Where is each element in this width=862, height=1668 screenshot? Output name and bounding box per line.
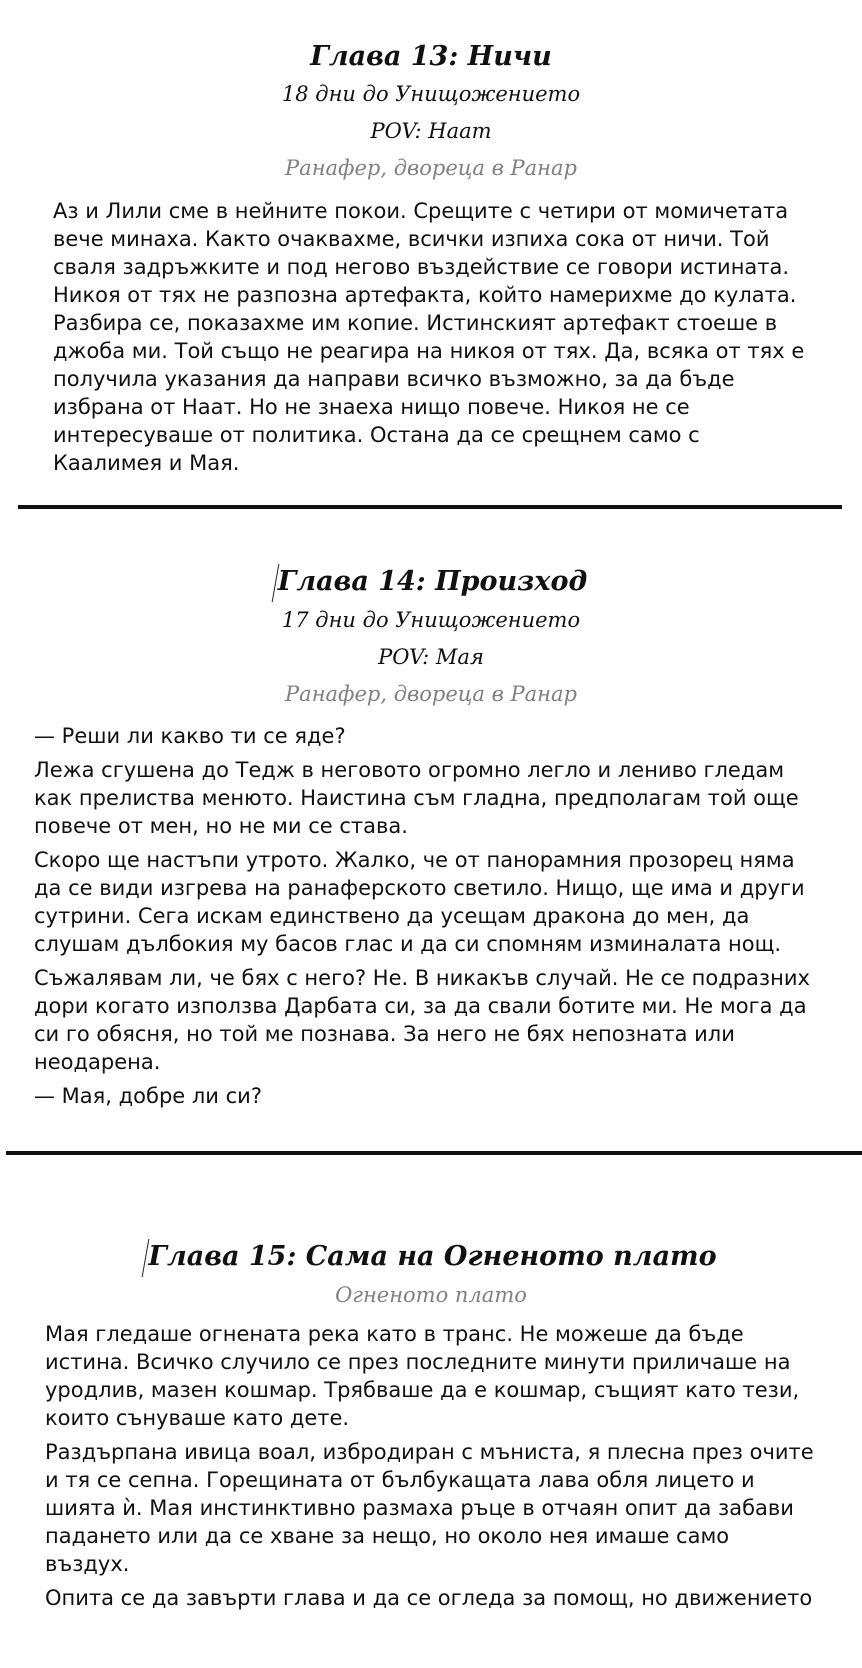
chapter-14-body (34, 722, 824, 1116)
chapter-pov: POV: Мая (378, 644, 484, 669)
paragraph: Лежа сгушена до Тедж в неговото огромно легло и лениво гледам как прелиства менюто. Наистина съм гладна, предполагам той още повече от мен, но не ми се става. (34, 758, 799, 838)
chapter-location: Огненото плато (335, 1282, 527, 1307)
chapter-15-body (45, 1320, 820, 1668)
section-divider (18, 505, 842, 509)
chapter-countdown: 17 дни до Унищожението (281, 607, 581, 632)
chapter-title (0, 1238, 862, 1277)
chapter-15 (0, 1238, 862, 1610)
paragraph: Аз и Лили сме в нейните покои. Срещите с четири от момичетата вече минаха. Както очаквахме, всички изпиха сока от ничи. Той сваля задръжките и под негово въздействие се говори истината. Никоя от тях не разпозна артефакта, който намерихме до кулата. Разбира се, показахме им копие. Истинският артефакт стоеше в джоба ми. Той също не реагира на никоя от тях. Да, всяка от тях е получила указания да направи всичко възможно, за да бъде избрана от Наат. Но не знаеха нищо повече. Никоя не се интересуваше от политика. Остана да се срещнем само с Каалимея и Мая. (53, 199, 805, 475)
chapter-location: Ранафер, двореца в Ранар (285, 681, 577, 706)
chapter-title-text: Глава 15: Сама на Огненото плато (148, 1241, 717, 1272)
paragraph: Мая гледаше огнената река като в транс. Не можеше да бъде истина. Всичко случило се през последните минути приличаше на уродлив, мазен кошмар. Трябваше да е кошмар, същият като тези, които сънуваше като дете. (45, 1322, 800, 1430)
paragraph: — Реши ли какво ти се яде? (34, 724, 346, 748)
chapter-title-text: Глава 14: Произход (277, 566, 588, 597)
chapter-title (0, 563, 862, 602)
chapter-location: Ранафер, двореца в Ранар (285, 156, 577, 180)
chapter-13-body (53, 197, 813, 483)
chapter-13 (0, 38, 862, 187)
chapter-countdown: 18 дни до Унищожението (281, 82, 581, 106)
paragraph: — Мая, добре ли си? (34, 1084, 262, 1108)
chapter-pov: POV: Наат (370, 119, 492, 143)
paragraph: Опита се да завърти глава и да се огледа за помощ, но движението (45, 1586, 813, 1610)
chapter-title: Глава 13: Ничи (310, 41, 552, 72)
paragraph: Скоро ще настъпи утрото. Жалко, че от панорамния прозорец няма да се види изгрева на ранаферското светило. Нищо, ще има и други сутрини. Сега искам единствено да усещам дракона до мен, да слушам дълбокия му басов глас и да си спомням изминалата нощ. (34, 848, 805, 956)
paragraph: Раздърпана ивица воал, избродиран с мъниста, я плесна през очите и тя се сепна. Горещината от бълбукащата лава обля лицето и шията ѝ. Мая инстинктивно размаха ръце в отчаян опит да забави падането или да се хване за нещо, но около нея имаше само въздух. (45, 1440, 814, 1576)
section-divider (6, 1151, 862, 1155)
paragraph: Съжалявам ли, че бях с него? Не. В никакъв случай. Не се подразних дори когато използва Дарбата си, за да свали ботите ми. Не мога да си го обясня, но той ме познава. За него не бях непозната или неодарена. (34, 966, 810, 1074)
chapter-14 (0, 563, 862, 713)
